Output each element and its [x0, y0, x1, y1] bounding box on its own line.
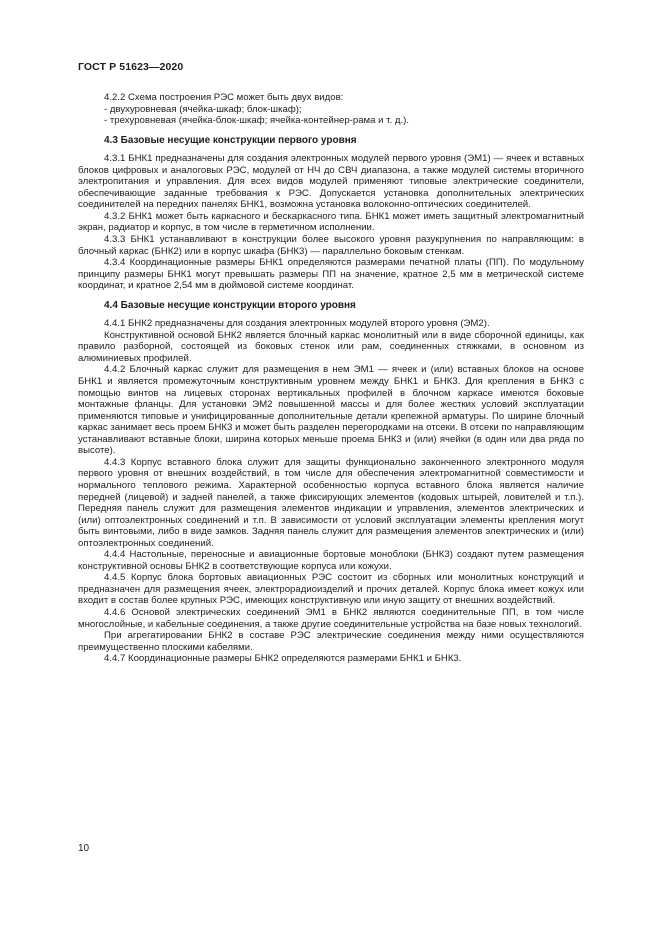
paragraph-4-4-7: 4.4.7 Координационные размеры БНК2 определяются размерами БНК1 и БНК3.	[104, 653, 462, 665]
paragraph-4-4-2: 4.4.2 Блочный каркас служит для размещения в нем ЭМ1 — ячеек и (или) вставных блоков на основе БНК1 и является промежуточным конструктивным уровнем между БНК1 и БНК3. Для крепления в БНК3 с помощью винтов на лицевых сторонах вертикальных профилей в блочном каркасе имеются боковые монтажные фланцы. Для установки ЭМ2 повышенной массы и для более жестких условий эксплуатации применяются типовые и унифицированные дополнительные детали крепежной арматуры. По ширине блочный каркас занимает весь проем БНК3 и может быть разделен перегородками на отсеки. В отсеки по направляющим устанавливают вставные блоки, ширина которых меньше проема БНК3 и (или) ячейки (в один или два ряда по высоте).	[78, 364, 584, 457]
paragraph-4-4-3: 4.4.3 Корпус вставного блока служит для защиты функционально законченного электронного модуля первого уровня от внешних воздействий, в том числе для обеспечения электромагнитной совместимости и нормального теплового режима. Характерной особенностью корпуса вставного блока является наличие передней (лицевой) и задней панелей, а также фиксирующих элементов (кодовых штырей, ловителей и т.п.). Передняя панель служит для размещения элементов индикации и управления, элементов электрических и (или) оптоэлектронных соединений и т.п. В зависимости от условий эксплуатации элементы крепления могут быть винтовыми, либо в виде замков. Задняя панель служит для размещения элементов электрических и (или) оптоэлектронных соединений.	[78, 456, 584, 549]
document-body	[78, 92, 584, 665]
standard-header: ГОСТ Р 51623—2020	[78, 61, 184, 73]
section-heading-4-3: 4.3 Базовые несущие конструкции первого уровня	[104, 134, 357, 146]
paragraph-4-3-3: 4.3.3 БНК1 устанавливают в конструкции более высокого уровня разукрупнения по направляющим: в блочный каркас (БНК2) или в корпус шкафа (БНК3) — параллельно боковым стенкам.	[78, 234, 584, 257]
section-heading-4-4: 4.4 Базовые несущие конструкции второго уровня	[104, 299, 356, 311]
page-number: 10	[78, 843, 90, 854]
paragraph-4-3-1: 4.3.1 БНК1 предназначены для создания электронных модулей первого уровня (ЭМ1) — ячеек и вставных блоков цифровых и аналоговых РЭС, модулей от НЧ до СВЧ диапазона, а также модулей системы вторичного электропитания и управления. Для всех видов модулей применяют типовые электрические соединители, обеспечивающие заданные требования к РЭС. Допускается установка дополнительных электрических соединителей на передних панелях БНК1, возможна установка волоконно-оптических соединителей.	[78, 153, 584, 211]
paragraph-4-2-2: 4.2.2 Схема построения РЭС может быть двух видов:	[104, 92, 344, 103]
list-item: - трехуровневая (ячейка-блок-шкаф; ячейка-контейнер-рама и т. д.).	[104, 115, 409, 127]
paragraph-4-4-6b: При агрегатировании БНК2 в составе РЭС электрические соединения между ними осуществляются преимущественно плоскими кабелями.	[78, 630, 584, 653]
paragraph-4-4-4: 4.4.4 Настольные, переносные и авиационные бортовые моноблоки (БНК3) создают путем размещения конструктивной основы БНК2 в соответствующие корпуса или кожухи.	[78, 549, 584, 572]
paragraph-4-3-4: 4.3.4 Координационные размеры БНК1 определяются размерами печатной платы (ПП). По модульному принципу размеры БНК1 могут превышать размеры ПП на значение, кратное 2,5 мм в метрической системе координат, и кратное 2,54 мм в дюймовой системе координат.	[78, 257, 584, 292]
paragraph-4-4-5: 4.4.5 Корпус блока бортовых авиационных РЭС состоит из сборных или монолитных конструкций и предназначен для размещения ячеек, электрорадиоизделий и прочих деталей. Корпус блока имеет кожух или входит в состав более крупных РЭС, имеющих конструктивную или иную защиту от внешних воздействий.	[78, 572, 584, 607]
paragraph-4-4-1: 4.4.1 БНК2 предназначены для создания электронных модулей второго уровня (ЭМ2).	[104, 318, 490, 330]
paragraph-4-4-6: 4.4.6 Основой электрических соединений ЭМ1 в БНК2 являются соединительные ПП, в том числе многослойные, и кабельные соединения, а также другие соединительные устройства на базе новых технологий.	[78, 606, 584, 630]
paragraph-4-4-1b: Конструктивной основой БНК2 является блочный каркас монолитный или в виде сборочной единицы, как правило разборной, состоящей из боковых стенок или рам, соединенных стяжками, в основном из алюминиевых профилей.	[78, 329, 584, 364]
paragraph-4-3-2: 4.3.2 БНК1 может быть каркасного и бескаркасного типа. БНК1 может иметь защитный электромагнитный экран, радиатор и корпус, в том числе в герметичном исполнении.	[78, 210, 584, 234]
list-item: - двухуровневая (ячейка-шкаф; блок-шкаф);	[104, 103, 302, 115]
